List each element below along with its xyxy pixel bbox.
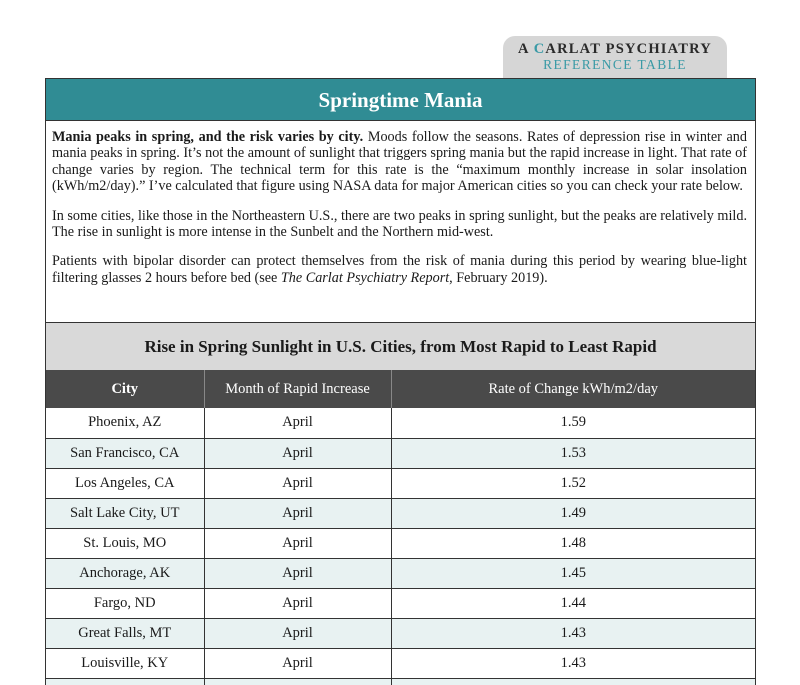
table-row-partial <box>46 678 755 685</box>
table-row <box>46 528 755 558</box>
city-cell: Phoenix, AZ <box>46 408 204 438</box>
city-cell: Fargo, ND <box>46 588 204 618</box>
month-cell: April <box>204 558 391 588</box>
table-title: Rise in Spring Sunlight in U.S. Cities, from Most Rapid to Least Rapid <box>46 322 755 370</box>
table-row <box>46 498 755 528</box>
header-city: City <box>46 370 204 408</box>
table-header-row <box>46 370 755 408</box>
page-title: Springtime Mania <box>46 79 755 121</box>
city-cell: Louisville, KY <box>46 648 204 678</box>
table-row <box>46 558 755 588</box>
rate-cell: 1.48 <box>391 528 755 558</box>
table-row <box>46 408 755 438</box>
month-cell: April <box>204 588 391 618</box>
rate-cell: 1.52 <box>391 468 755 498</box>
table-row <box>46 648 755 678</box>
rate-cell: 1.45 <box>391 558 755 588</box>
month-cell: April <box>204 528 391 558</box>
table-row <box>46 588 755 618</box>
month-cell: April <box>204 648 391 678</box>
table-row <box>46 438 755 468</box>
brand-subtitle: REFERENCE TABLE <box>543 57 687 72</box>
city-cell: Salt Lake City, UT <box>46 498 204 528</box>
month-cell: April <box>204 618 391 648</box>
month-cell: April <box>204 408 391 438</box>
month-cell: April <box>204 468 391 498</box>
header-rate: Rate of Change kWh/m2/day <box>391 370 755 408</box>
city-cell: San Francisco, CA <box>46 438 204 468</box>
brand-tab <box>503 36 727 80</box>
reference-table-frame <box>45 78 756 685</box>
city-cell: St. Louis, MO <box>46 528 204 558</box>
rate-cell: 1.44 <box>391 588 755 618</box>
city-cell: Great Falls, MT <box>46 618 204 648</box>
rate-cell: 1.53 <box>391 438 755 468</box>
intro-paragraph-3: Patients with bipolar disorder can protect themselves from the risk of mania during this period by wearing blue-light filtering glasses 2 hours before bed (see The Carlat Psychiatry Report, February 2019). <box>52 253 747 286</box>
intro-paragraph-2: In some cities, like those in the Northeastern U.S., there are two peaks in spring sunlight, but the peaks are relatively mild. The rise in sunlight is more intense in the Sunbelt and the Northern mid-west. <box>52 207 747 241</box>
rate-cell: 1.59 <box>391 408 755 438</box>
rate-cell: 1.43 <box>391 648 755 678</box>
city-cell: Los Angeles, CA <box>46 468 204 498</box>
intro-paragraph-1: Mania peaks in spring, and the risk varies by city. Moods follow the seasons. Rates of depression rise in winter and mania peaks in spring. It’s not the amount of sunlight that triggers spring mania but the rapid increase in light. That rate of change varies by region. The technical term for this rate is the “maximum monthly increase in solar insolation (kWh/m2/day).” I’ve calculated that figure using NASA data for major American cities so you can check your rate below. <box>52 129 747 195</box>
rate-cell: 1.43 <box>391 618 755 648</box>
header-month: Month of Rapid Increase <box>204 370 391 408</box>
intro-text <box>46 121 755 286</box>
sunlight-table <box>46 370 755 685</box>
city-cell: Anchorage, AK <box>46 558 204 588</box>
month-cell: April <box>204 438 391 468</box>
table-row <box>46 618 755 648</box>
month-cell: April <box>204 498 391 528</box>
rate-cell: 1.49 <box>391 498 755 528</box>
table-row <box>46 468 755 498</box>
brand-name: A CARLAT PSYCHIATRY <box>518 41 712 57</box>
